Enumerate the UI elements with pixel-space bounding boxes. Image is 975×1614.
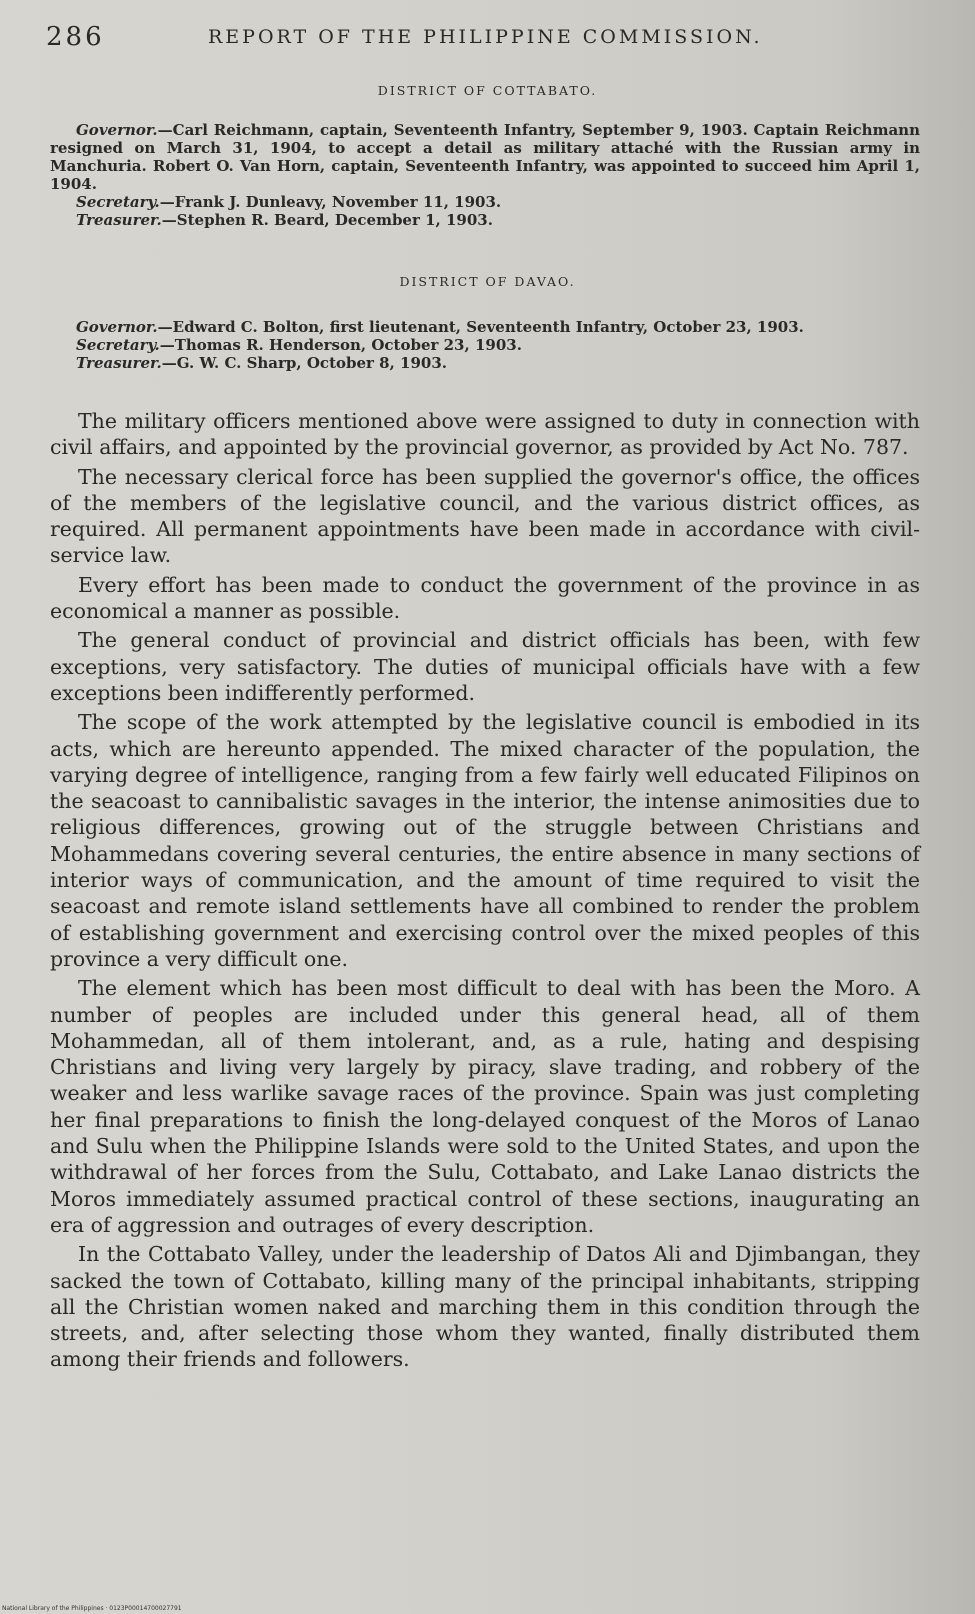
secretary-text: —Thomas R. Henderson, October 23, 1903.: [159, 336, 522, 354]
davao-secretary-entry: [50, 336, 920, 354]
cottabato-treasurer-entry: [50, 211, 920, 229]
secretary-label: Secretary.: [76, 193, 160, 211]
treasurer-text: —Stephen R. Beard, December 1, 1903.: [161, 211, 493, 229]
body-paragraph: The necessary clerical force has been supplied the governor's office, the offices of the members of the legislative council, and the various district offices, as required. All permanent appointments have been made in accordance with civil-service law.: [50, 464, 920, 568]
treasurer-label: Treasurer.: [76, 211, 162, 229]
body-paragraph: The military officers mentioned above were assigned to duty in connection with civil affairs, and appointed by the provincial governor, as provided by Act No. 787.: [50, 409, 920, 460]
cottabato-governor-entry: [50, 121, 920, 193]
body-paragraph: In the Cottabato Valley, under the leadership of Datos Ali and Djimbangan, they sacked the town of Cottabato, killing many of the principal inhabitants, stripping all the Christian women naked and marching them in this condition through the streets, and, after selecting those whom they wanted, finally distributed them among their friends and followers.: [50, 1242, 920, 1372]
governor-text: —Edward C. Bolton, first lieutenant, Seventeenth Infantry, October 23, 1903.: [157, 318, 804, 336]
governor-label: Governor.: [76, 121, 158, 139]
scan-credit: National Library of the Philippines · 0123P00014700027791: [2, 1605, 182, 1612]
treasurer-text: —G. W. C. Sharp, October 8, 1903.: [161, 354, 448, 372]
treasurer-label: Treasurer.: [76, 354, 162, 372]
governor-label: Governor.: [76, 318, 158, 336]
district-heading-davao: DISTRICT OF DAVAO.: [399, 274, 576, 289]
body-paragraph: The general conduct of provincial and district officials has been, with few exceptions, very satisfactory. The duties of municipal officials have with a few exceptions been indifferently performed.: [50, 628, 920, 705]
body-paragraph: The scope of the work attempted by the legislative council is embodied in its acts, which are hereunto appended. The mixed character of the population, the varying degree of intelligence, ranging from a few fairly well educated Filipinos on the seacoast to cannibalistic savages in the interior, the intense animosities due to religious differences, growing out of the struggle between Christians and Mohammedans covering several centuries, the entire absence in many sections of interior ways of communication, and the amount of time required to visit the seacoast and remote island settlements have all combined to render the problem of establishing government and exercising control over the mixed peoples of this province a very difficult one.: [50, 710, 920, 971]
davao-officials: [50, 318, 920, 372]
secretary-label: Secretary.: [76, 336, 160, 354]
district-heading-cottabato: DISTRICT OF COTTABATO.: [377, 83, 598, 98]
body-paragraph: The element which has been most difficult to deal with has been the Moro. A number of peoples are included under this general head, all of them Mohammedan, all of them intolerant, and, as a rule, hating and despising Christians and living very largely by piracy, slave trading, and robbery of the weaker and less warlike savage races of the province. Spain was just completing her final preparations to finish the long-delayed conquest of the Moros of Lanao and Sulu when the Philippine Islands were sold to the United States, and upon the withdrawal of her forces from the Sulu, Cottabato, and Lake Lanao districts the Moros immediately assumed practical control of these sections, inaugurating an era of aggression and outrages of every description.: [50, 976, 920, 1237]
body-text: [50, 408, 920, 1376]
governor-text: —Carl Reichmann, captain, Seventeenth Infantry, September 9, 1903. Captain Reichmann resigned on March 31, 1904, to accept a detail as military attaché with the Russian army in Manchuria. Robert O. Van Horn, captain, Seventeenth Infantry, was appointed to succeed him April 1, 1904.: [50, 121, 920, 193]
davao-treasurer-entry: [50, 354, 920, 372]
davao-governor-entry: [50, 318, 920, 336]
cottabato-officials: [50, 121, 920, 229]
body-paragraph: Every effort has been made to conduct the government of the province in as economical a manner as possible.: [50, 572, 920, 624]
cottabato-secretary-entry: [50, 193, 920, 211]
secretary-text: —Frank J. Dunleavy, November 11, 1903.: [159, 193, 502, 211]
page-number: 286: [46, 22, 105, 52]
running-title: REPORT OF THE PHILIPPINE COMMISSION.: [208, 26, 763, 48]
